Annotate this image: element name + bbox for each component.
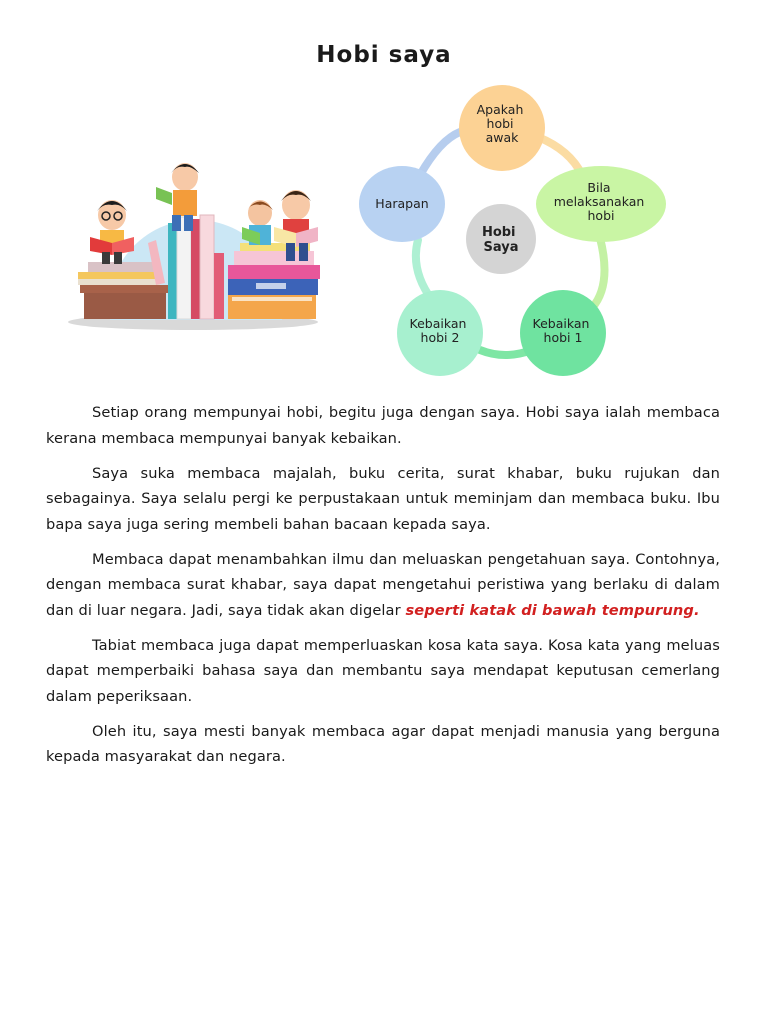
node-right-line3: hobi [587,208,615,223]
children-reading-illustration [60,115,345,335]
page-title: Hobi saya [316,42,452,68]
paragraph-3-text: Membaca dapat menambahkan ilmu dan meluaskan pengetahuan saya. Contohnya, dengan membaca surat khabar, saya dapat mengetahui peristiwa yang berlaku di dalam dan di luar negara. Jadi, saya tidak akan digelar [46,550,720,619]
node-bottom-left-line1: Kebaikan [409,316,467,331]
node-right-line1: Bila [587,180,611,195]
essay-body [46,400,720,779]
paragraph-5: Oleh itu, saya mesti banyak membaca agar dapat menjadi manusia yang berguna kepada masyarakat dan negara. [46,722,720,765]
ring-segment [416,240,432,300]
paragraph-1: Setiap orang mempunyai hobi, begitu juga dengan saya. Hobi saya ialah membaca kerana membaca mempunyai banyak kebaikan. [46,404,720,447]
node-top-line1: Apakah [476,102,524,117]
center-line1: Hobi [481,225,516,240]
node-top-line3: awak [485,130,519,145]
node-top-line2: hobi [486,116,514,131]
hobby-mind-map [350,80,680,380]
svg-text:Hobi Saya [482,225,520,255]
ring-segment [420,132,460,175]
node-bottom-right-line1: Kebaikan [532,316,590,331]
idiom-highlight: seperti katak di bawah tempurung. [405,601,700,619]
center-line2: Saya [483,240,519,255]
node-bottom-right-line2: hobi 1 [543,330,583,345]
node-right-line2: melaksanakan [553,194,645,209]
paragraph-4: Tabiat membaca juga dapat memperluaskan kosa kata saya. Kosa kata yang meluas dapat memperbaiki bahasa saya dan membantu saya mendapat keputusan cemerlang dalam peperiksaan. [46,636,720,705]
paragraph-2: Saya suka membaca majalah, buku cerita, surat khabar, buku rujukan dan sebagainya. Saya selalu pergi ke perpustakaan untuk meminjam dan membaca buku. Ibu bapa saya juga sering membeli bahan bacaan kepada saya. [46,464,720,533]
svg-text:Harapan [375,196,428,211]
node-bottom-left-line2: hobi 2 [420,330,460,345]
ring-segment [592,238,605,308]
paragraph-3 [46,547,720,624]
node-left-line1: Harapan [375,196,429,211]
